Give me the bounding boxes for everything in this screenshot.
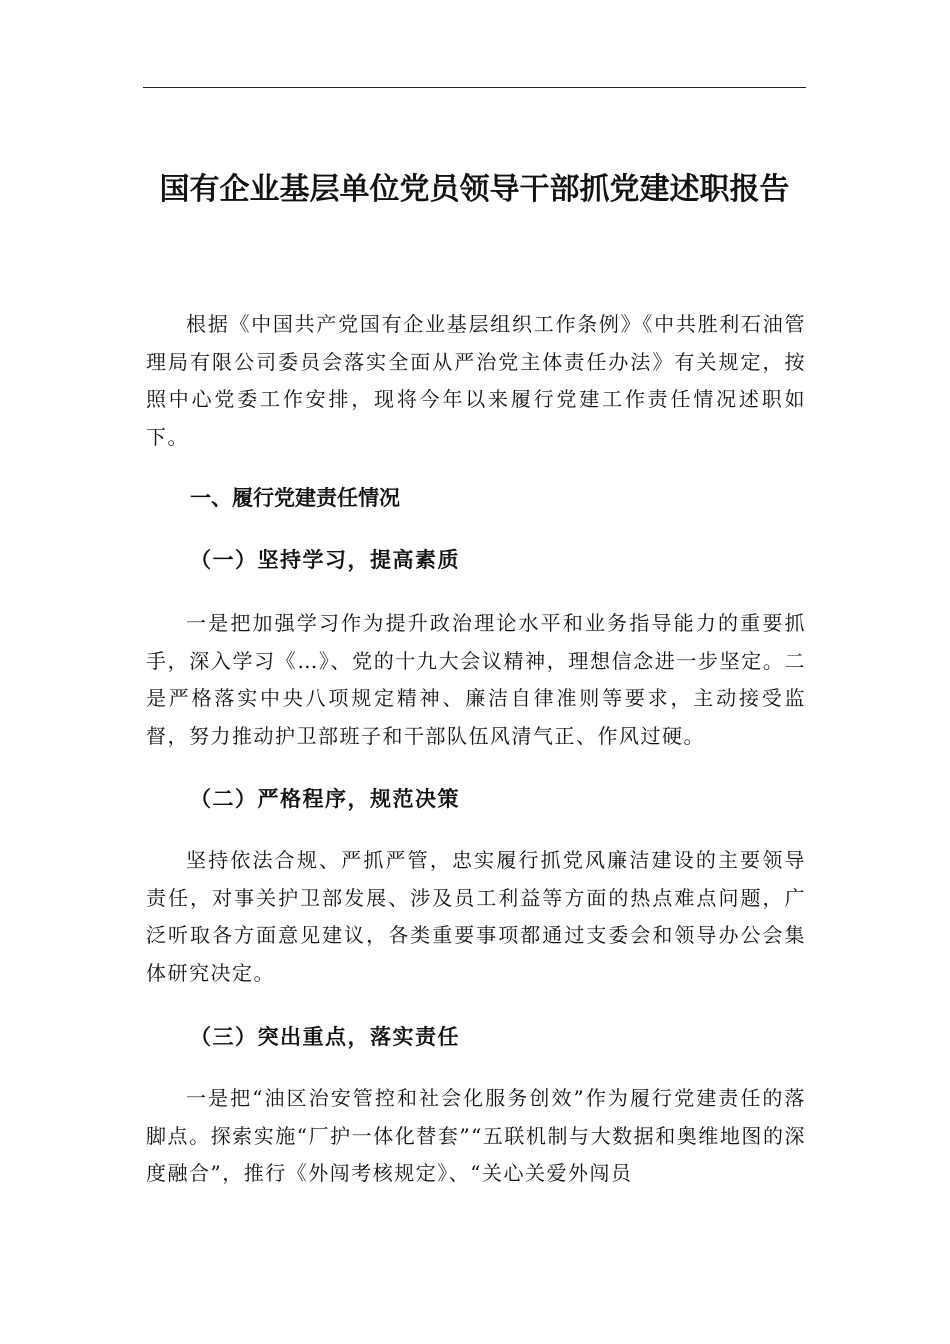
subsection-1-heading: （一）坚持学习，提高素质: [190, 547, 460, 572]
subsection-2-body: 坚持依法合规、严抓严管，忠实履行抓党风廉洁建设的主要领导责任，对事关护卫部发展、涉及员工利益等方面的热点难点问题，广泛听取各方面意见建议，各类重要事项都通过支委会和领导办公会集体研究决定。: [146, 848, 806, 985]
subsection-1-body: 一是把加强学习作为提升政治理论水平和业务指导能力的重要抓手，深入学习《…》、党的十九大会议精神，理想信念进一步坚定。二是严格落实中央八项规定精神、廉洁自律准则等要求，主动接受监督，努力推动护卫部班子和干部队伍风清气正、作风过硬。: [146, 611, 806, 748]
intro-paragraph: 根据《中国共产党国有企业基层组织工作条例》《中共胜利石油管理局有限公司委员会落实全面从严治党主体责任办法》有关规定，按照中心党委工作安排，现将今年以来履行党建工作责任情况述职如下。: [146, 312, 806, 449]
section-1-heading: 一、履行党建责任情况: [190, 486, 400, 510]
subsection-3-heading: （三）突出重点，落实责任: [190, 1024, 460, 1049]
header-rule: [143, 87, 806, 88]
document-title: 国有企业基层单位党员领导干部抓党建述职报告: [159, 172, 790, 207]
subsection-2-heading: （二）严格程序，规范决策: [190, 786, 460, 811]
subsection-3-body: 一是把“油区治安管控和社会化服务创效”作为履行党建责任的落脚点。探索实施“厂护一体化替套”“五联机制与大数据和奥维地图的深度融合”，推行《外闯考核规定》、“关心关爱外闯员: [146, 1086, 806, 1185]
